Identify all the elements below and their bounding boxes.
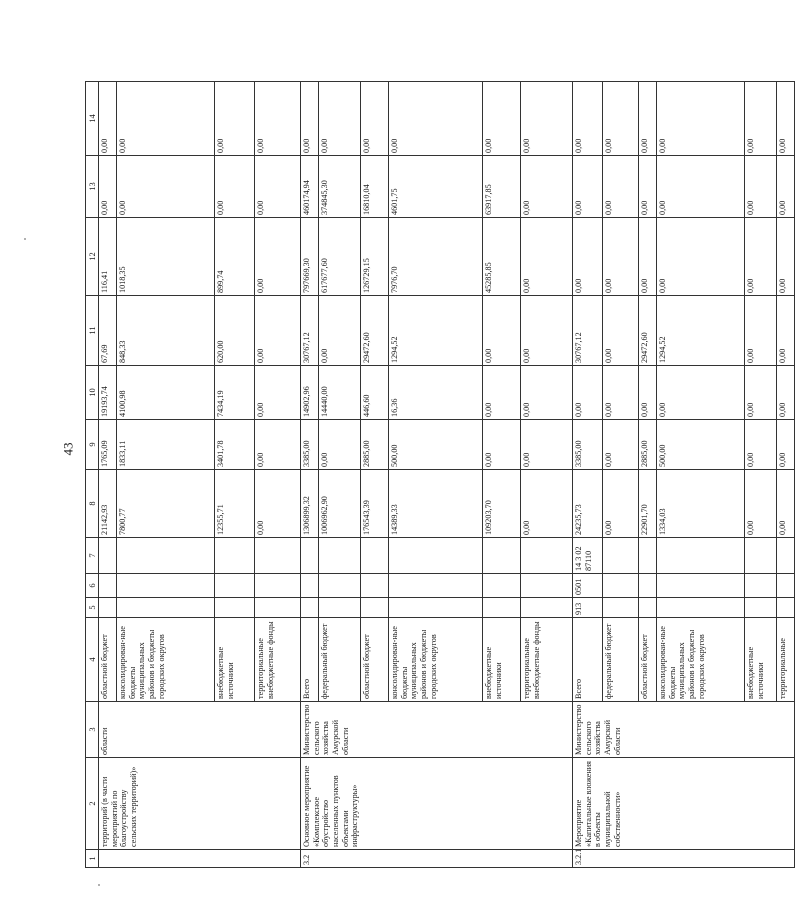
column-header: 10 <box>86 366 99 420</box>
value-cell: 0,00 <box>255 82 301 156</box>
funding-source: внебюджетные источники <box>745 618 777 702</box>
funding-source: внебюджетные источники <box>483 618 521 702</box>
value-cell: 446,60 <box>361 366 389 420</box>
value-cell <box>483 538 521 574</box>
value-cell: 0,00 <box>745 420 777 470</box>
value-cell: 913 <box>573 598 603 618</box>
value-cell: 797669,30 <box>301 218 319 296</box>
funding-source: федеральный бюджет <box>319 618 361 702</box>
value-cell: 0,00 <box>603 296 639 366</box>
column-header: 5 <box>86 598 99 618</box>
value-cell <box>521 538 573 574</box>
value-cell <box>117 538 215 574</box>
funding-source: областной бюджет <box>639 618 657 702</box>
value-cell <box>255 598 301 618</box>
value-cell <box>521 574 573 598</box>
value-cell: 0,00 <box>319 296 361 366</box>
value-cell: 899,74 <box>215 218 255 296</box>
value-cell: 0,00 <box>117 156 215 218</box>
value-cell <box>639 598 657 618</box>
value-cell: 0,00 <box>483 366 521 420</box>
value-cell: 0,00 <box>639 82 657 156</box>
value-cell: 30767,12 <box>301 296 319 366</box>
column-header: 3 <box>86 702 99 758</box>
value-cell: 3385,00 <box>301 420 319 470</box>
value-cell: 0,00 <box>255 470 301 538</box>
column-header: 6 <box>86 574 99 598</box>
value-cell: 1294,52 <box>389 296 483 366</box>
value-cell: 0,00 <box>745 218 777 296</box>
column-header: 1 <box>86 850 99 868</box>
measure-name: Основное мероприятие «Комплексное обустройство населенных пунктов объектами инфраструктуры» <box>301 758 573 850</box>
value-cell: 67,69 <box>99 296 117 366</box>
funding-source: Всего <box>573 618 603 702</box>
executor-name: области <box>99 702 301 758</box>
value-cell: 500,00 <box>657 420 745 470</box>
value-cell: 126729,15 <box>361 218 389 296</box>
funding-source: консолидирован-ные бюджеты муниципальных районов и бюджеты городских округов <box>389 618 483 702</box>
value-cell: 0,00 <box>301 82 319 156</box>
value-cell <box>603 574 639 598</box>
value-cell <box>389 538 483 574</box>
value-cell: 176543,39 <box>361 470 389 538</box>
table-row <box>99 82 117 868</box>
value-cell: 0,00 <box>521 156 573 218</box>
value-cell: 0,00 <box>777 420 795 470</box>
measure-name: территорий (в части мероприятий по благоустройству сельских территорий)» <box>99 758 301 850</box>
value-cell: 460174,94 <box>301 156 319 218</box>
value-cell: 0,00 <box>573 82 603 156</box>
value-cell: 0,00 <box>483 82 521 156</box>
value-cell: 0,00 <box>657 82 745 156</box>
value-cell: 0,00 <box>521 470 573 538</box>
row-number <box>99 850 301 868</box>
column-header: 4 <box>86 618 99 702</box>
value-cell <box>215 598 255 618</box>
value-cell: 45285,85 <box>483 218 521 296</box>
value-cell <box>255 574 301 598</box>
value-cell: 4100,98 <box>117 366 215 420</box>
value-cell <box>603 598 639 618</box>
value-cell: 1294,52 <box>657 296 745 366</box>
value-cell: 0,00 <box>99 156 117 218</box>
value-cell <box>657 538 745 574</box>
value-cell: 0,00 <box>99 82 117 156</box>
value-cell: 12355,71 <box>215 470 255 538</box>
value-cell: 0,00 <box>777 470 795 538</box>
value-cell: 0,00 <box>603 218 639 296</box>
column-header: 11 <box>86 296 99 366</box>
value-cell: 22901,70 <box>639 470 657 538</box>
column-header: 13 <box>86 156 99 218</box>
value-cell: 29472,60 <box>361 296 389 366</box>
value-cell <box>745 538 777 574</box>
row-number: 3.2.1 <box>573 850 795 868</box>
value-cell: 63917,85 <box>483 156 521 218</box>
value-cell <box>319 574 361 598</box>
value-cell <box>117 598 215 618</box>
value-cell: 0,00 <box>777 218 795 296</box>
value-cell: 24235,73 <box>573 470 603 538</box>
value-cell <box>117 574 215 598</box>
value-cell: 0,00 <box>255 296 301 366</box>
page-number: 43 <box>60 442 76 456</box>
value-cell: 0,00 <box>319 420 361 470</box>
value-cell: 7976,70 <box>389 218 483 296</box>
column-header: 7 <box>86 538 99 574</box>
column-header: 12 <box>86 218 99 296</box>
value-cell: 0,00 <box>255 156 301 218</box>
value-cell <box>657 598 745 618</box>
value-cell <box>639 574 657 598</box>
value-cell: 0,00 <box>745 470 777 538</box>
value-cell: 1306899,32 <box>301 470 319 538</box>
value-cell: 1006962,90 <box>319 470 361 538</box>
table-body <box>86 82 795 868</box>
value-cell: 0,00 <box>777 156 795 218</box>
value-cell <box>301 574 319 598</box>
value-cell: 0,00 <box>639 218 657 296</box>
value-cell: 3385,00 <box>573 420 603 470</box>
rotated-table-page <box>85 82 788 868</box>
value-cell: 0,00 <box>603 366 639 420</box>
value-cell: 19193,74 <box>99 366 117 420</box>
funding-source: консолидирован-ные бюджеты муниципальных районов и бюджеты городских округов <box>657 618 745 702</box>
value-cell <box>745 574 777 598</box>
value-cell: 620,00 <box>215 296 255 366</box>
value-cell: 1334,03 <box>657 470 745 538</box>
funding-source: территориальные внебюджетные фонды <box>255 618 301 702</box>
value-cell: 0,00 <box>657 156 745 218</box>
value-cell: 14 3 02 87110 <box>573 538 603 574</box>
value-cell: 0,00 <box>521 218 573 296</box>
value-cell: 0,00 <box>215 82 255 156</box>
column-header: 9 <box>86 420 99 470</box>
column-header: 2 <box>86 758 99 850</box>
value-cell: 16810,04 <box>361 156 389 218</box>
value-cell <box>603 538 639 574</box>
funding-source: внебюджетные источники <box>215 618 255 702</box>
value-cell: 0,00 <box>777 82 795 156</box>
value-cell: 0,00 <box>573 218 603 296</box>
value-cell: 374845,30 <box>319 156 361 218</box>
value-cell <box>319 598 361 618</box>
value-cell: 617677,60 <box>319 218 361 296</box>
value-cell: 14440,00 <box>319 366 361 420</box>
funding-source: территориальные внебюджетные фонды <box>521 618 573 702</box>
value-cell <box>99 538 117 574</box>
budget-table <box>85 81 795 868</box>
value-cell: 0,00 <box>521 366 573 420</box>
funding-source: консолидирован-ные бюджеты муниципальных районов и бюджеты городских округов <box>117 618 215 702</box>
value-cell <box>215 574 255 598</box>
value-cell <box>389 574 483 598</box>
funding-source: территориальные <box>777 618 795 702</box>
value-cell: 0501 <box>573 574 603 598</box>
value-cell <box>301 598 319 618</box>
executor-name: Министерство сельского хозяйства Амурской области <box>573 702 795 758</box>
executor-name: Министерство сельского хозяйства Амурской области <box>301 702 573 758</box>
table-row <box>573 82 603 868</box>
funding-source: федеральный бюджет <box>603 618 639 702</box>
header-row <box>86 82 99 868</box>
value-cell: 116,41 <box>99 218 117 296</box>
funding-source: Всего <box>301 618 319 702</box>
value-cell <box>777 574 795 598</box>
value-cell: 2885,00 <box>361 420 389 470</box>
value-cell: 0,00 <box>603 470 639 538</box>
value-cell: 3401,78 <box>215 420 255 470</box>
value-cell: 30767,12 <box>573 296 603 366</box>
value-cell: 848,33 <box>117 296 215 366</box>
value-cell <box>745 598 777 618</box>
value-cell <box>777 538 795 574</box>
value-cell: 0,00 <box>573 156 603 218</box>
value-cell: 0,00 <box>215 156 255 218</box>
funding-source: областной бюджет <box>361 618 389 702</box>
value-cell: 0,00 <box>255 366 301 420</box>
value-cell: 29472,60 <box>639 296 657 366</box>
value-cell: 14902,96 <box>301 366 319 420</box>
row-number: 3.2 <box>301 850 573 868</box>
value-cell: 0,00 <box>521 296 573 366</box>
value-cell <box>777 598 795 618</box>
value-cell <box>215 538 255 574</box>
value-cell: 16,36 <box>389 366 483 420</box>
value-cell: 500,00 <box>389 420 483 470</box>
value-cell: 0,00 <box>639 156 657 218</box>
value-cell: 0,00 <box>745 366 777 420</box>
value-cell: 0,00 <box>361 82 389 156</box>
value-cell: 0,00 <box>603 82 639 156</box>
value-cell: 0,00 <box>657 218 745 296</box>
value-cell: 0,00 <box>255 218 301 296</box>
value-cell: 109203,70 <box>483 470 521 538</box>
value-cell <box>521 598 573 618</box>
value-cell: 7434,19 <box>215 366 255 420</box>
value-cell <box>319 538 361 574</box>
value-cell <box>255 538 301 574</box>
value-cell: 0,00 <box>777 366 795 420</box>
value-cell: 0,00 <box>603 156 639 218</box>
value-cell <box>389 598 483 618</box>
value-cell: 0,00 <box>521 420 573 470</box>
value-cell: 0,00 <box>483 296 521 366</box>
value-cell <box>361 598 389 618</box>
value-cell: 0,00 <box>573 366 603 420</box>
value-cell <box>361 538 389 574</box>
value-cell: 0,00 <box>389 82 483 156</box>
value-cell: 0,00 <box>521 82 573 156</box>
value-cell: 2885,00 <box>639 420 657 470</box>
value-cell: 0,00 <box>777 296 795 366</box>
value-cell <box>301 538 319 574</box>
value-cell: 1018,35 <box>117 218 215 296</box>
scan-speck <box>98 884 100 886</box>
value-cell: 1833,11 <box>117 420 215 470</box>
value-cell: 0,00 <box>483 420 521 470</box>
value-cell: 0,00 <box>657 366 745 420</box>
value-cell: 7800,77 <box>117 470 215 538</box>
table-row <box>301 82 319 868</box>
scan-speck <box>24 238 26 240</box>
value-cell: 0,00 <box>745 82 777 156</box>
value-cell: 0,00 <box>745 296 777 366</box>
value-cell: 0,00 <box>255 420 301 470</box>
column-header: 8 <box>86 470 99 538</box>
value-cell: 0,00 <box>603 420 639 470</box>
value-cell <box>361 574 389 598</box>
value-cell <box>483 574 521 598</box>
funding-source: областной бюджет <box>99 618 117 702</box>
column-header: 14 <box>86 82 99 156</box>
value-cell <box>483 598 521 618</box>
value-cell: 0,00 <box>639 366 657 420</box>
measure-name: Мероприятие «Капитальные вложения в объекты муниципальной собственности» <box>573 758 795 850</box>
value-cell: 4601,75 <box>389 156 483 218</box>
value-cell <box>99 598 117 618</box>
value-cell: 21142,93 <box>99 470 117 538</box>
value-cell <box>657 574 745 598</box>
value-cell: 1765,09 <box>99 420 117 470</box>
value-cell: 0,00 <box>319 82 361 156</box>
value-cell: 14389,33 <box>389 470 483 538</box>
value-cell: 0,00 <box>745 156 777 218</box>
value-cell <box>99 574 117 598</box>
value-cell: 0,00 <box>117 82 215 156</box>
value-cell <box>639 538 657 574</box>
